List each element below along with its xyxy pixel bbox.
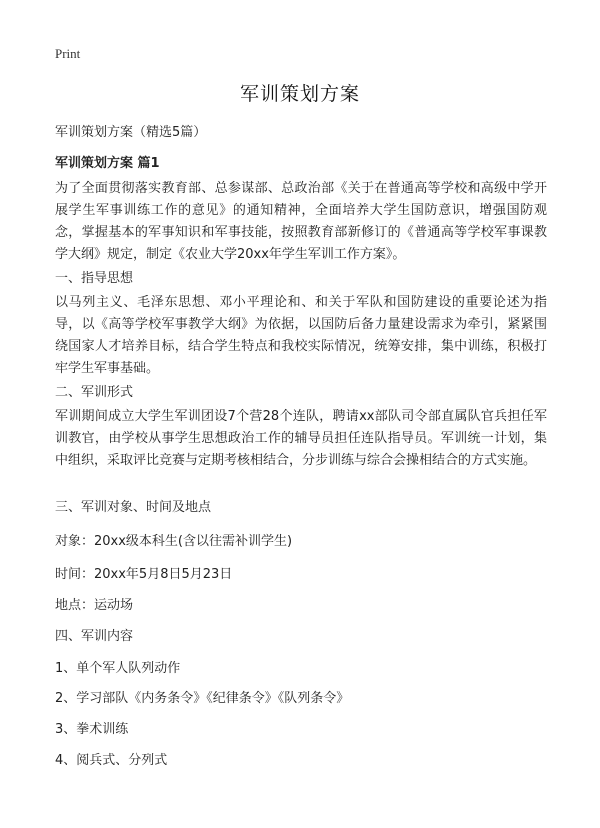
heading-training-format: 二、军训形式 bbox=[55, 385, 134, 400]
intro-paragraph: 为了全面贯彻落实教育部、总参谋部、总政治部《关于在普通高等学校和高级中学开展学生军事训练工作的意见》的通知精神，全面培养大学生国防意识，增强国防观念，掌握基本的军事知识和军事技能，按照教育部新修订的《普通高等学校军事课教学大纲》规定，制定《农业大学20xx年学生军训工作方案》。 bbox=[55, 181, 547, 262]
section-heading: 军训策划方案 篇1 bbox=[55, 156, 160, 171]
content-item-4: 4、阅兵式、分列式 bbox=[55, 753, 168, 768]
time-line: 时间：20xx年5月8日5月23日 bbox=[55, 567, 233, 582]
content-item-1: 1、单个军人队列动作 bbox=[55, 661, 181, 676]
training-format-paragraph: 军训期间成立大学生军训团设7个营28个连队，聘请xx部队司令部直属队官兵担任军训教官，由学校从事学生思想政治工作的辅导员担任连队指导员。军训统一计划，集中组织，采取评比竞赛与定期考核相结合，分步训练与综合会操相结合的方式实施。 bbox=[55, 409, 547, 468]
heading-target-time-place: 三、军训对象、时间及地点 bbox=[55, 500, 212, 515]
content-item-2: 2、学习部队《内务条令》《纪律条令》《队列条令》 bbox=[55, 691, 350, 706]
place-line: 地点：运动场 bbox=[55, 598, 134, 613]
heading-guiding-ideology: 一、指导思想 bbox=[55, 271, 134, 286]
document-subtitle: 军训策划方案（精选5篇） bbox=[55, 125, 207, 140]
target-line: 对象：20xx级本科生(含以往需补训学生) bbox=[55, 534, 293, 549]
content-item-3: 3、拳术训练 bbox=[55, 722, 129, 737]
page-title: 军训策划方案 bbox=[239, 83, 360, 105]
heading-training-content: 四、军训内容 bbox=[55, 629, 134, 644]
guiding-ideology-paragraph: 以马列主义、毛泽东思想、邓小平理论和、和关于军队和国防建设的重要论述为指导，以《高等学校军事教学大纲》为依据，以国防后备力量建设需求为牵引，紧紧围绕国家人才培养目标，结合学生特点和我校实际情况，统筹安排，集中训练，积极打牢学生军事基础。 bbox=[55, 295, 547, 376]
print-link[interactable]: Print bbox=[55, 46, 81, 61]
